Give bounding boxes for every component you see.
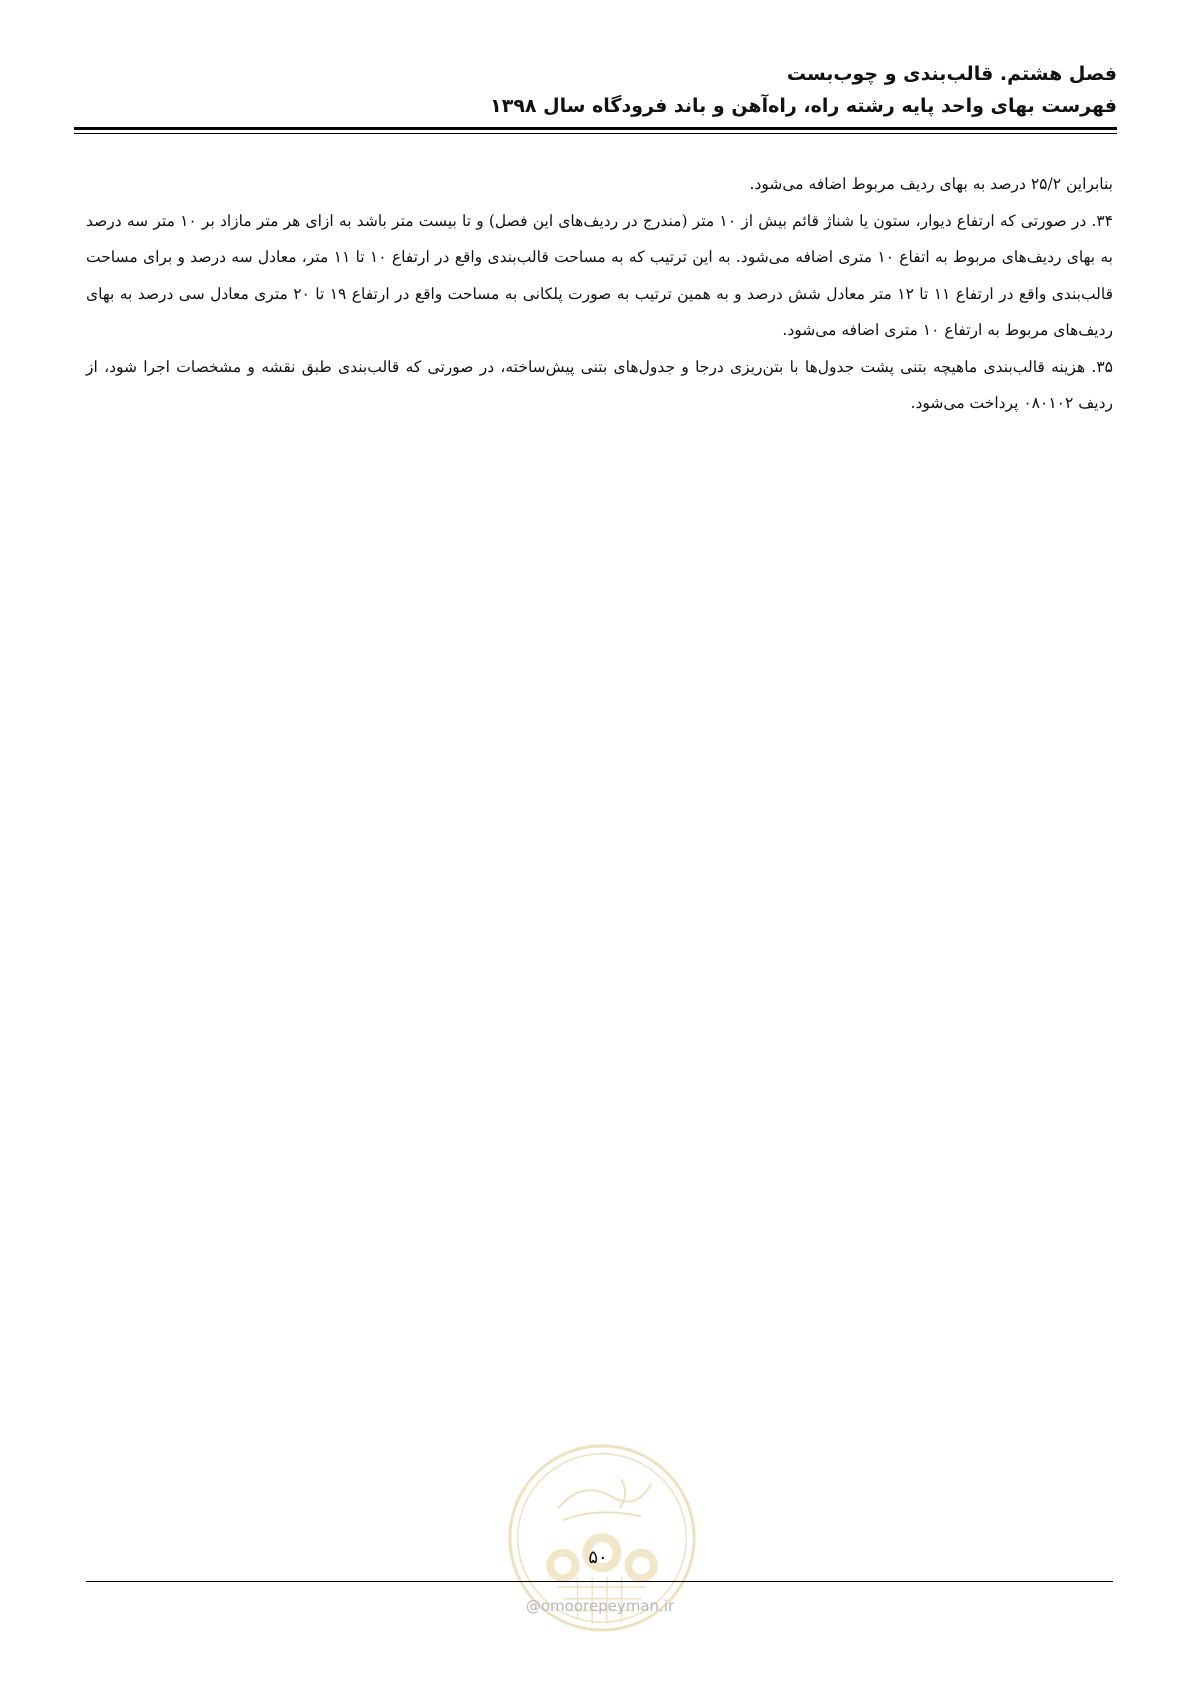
- header-divider-thick: [74, 127, 1117, 130]
- paragraph-34: ۳۴. در صورتی که ارتفاع دیوار، ستون یا شناژ قائم بیش از ۱۰ متر (مندرج در ردیف‌های این فصل) و تا بیست متر باشد به ازای هر متر مازاد بر ۱۰ متر سه درصد به بهای ردیف‌های مربوط به اتفاع ۱۰ متری اضافه می‌شود. به این ترتیب که به مساحت قالب‌بندی واقع در ارتفاع ۱۰ تا ۱۱ متر، معادل سه درصد و برای مساحت قالب‌بندی واقع در ارتفاع ۱۱ تا ۱۲ متر معادل شش درصد و به همین ترتیب به صورت پلکانی به مساحت واقع در ارتفاع ۱۹ تا ۲۰ متری معادل سی درصد به بهای ردیف‌های مربوط به ارتفاع ۱۰ متری اضافه می‌شود.: [86, 211, 1114, 339]
- header-divider-thin: [74, 133, 1117, 134]
- document-title: فهرست بهای واحد پایه رشته راه، راه‌آهن و باند فرودگاه سال ۱۳۹۸: [490, 95, 1117, 117]
- paragraph-intro: بنابراین ۲۵/۲ درصد به بهای ردیف مربوط اضافه می‌شود.: [749, 175, 1113, 193]
- footer-divider: [86, 1581, 1113, 1582]
- body-text: [86, 166, 1113, 422]
- page-header: [74, 58, 1117, 122]
- page-number: ۵۰: [588, 1547, 608, 1568]
- chapter-title: فصل هشتم. قالب‌بندی و چوب‌بست: [786, 63, 1117, 85]
- watermark-url: @omoorepeyman.ir: [525, 1597, 675, 1615]
- paragraph-35: ۳۵. هزینه قالب‌بندی ماهیچه بتنی پشت جدول‌ها با بتن‌ریزی درجا و جدول‌های بتنی پیش‌ساخته، در صورتی که قالب‌بندی طبق نقشه و مشخصات اجرا شود، از ردیف ۰۸۰۱۰۲ پرداخت می‌شود.: [86, 357, 1113, 412]
